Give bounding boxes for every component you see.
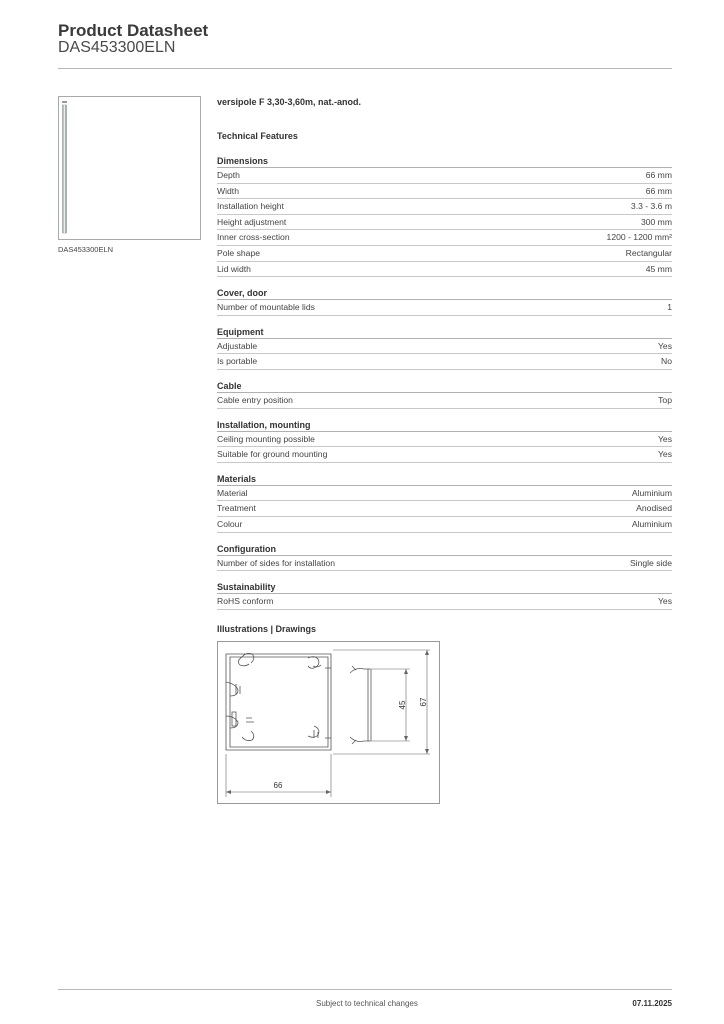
product-code: DAS453300ELN — [58, 39, 176, 56]
product-name: versipole F 3,30-3,60m, nat.-anod. — [217, 97, 362, 107]
spec-value: 1 — [667, 302, 672, 313]
spec-section — [217, 287, 672, 316]
spec-label: Depth — [217, 170, 240, 180]
spec-section — [217, 581, 672, 610]
spec-value: 66 mm — [645, 185, 672, 196]
spec-label: Number of sides for installation — [217, 557, 335, 568]
spec-value: Top — [658, 394, 672, 405]
spec-row — [217, 393, 672, 409]
spec-row — [217, 447, 672, 463]
spec-label: Lid width — [217, 263, 251, 274]
spec-label: RoHS conform — [217, 596, 274, 607]
profile-drawing — [218, 642, 439, 803]
footer-date: 07.11.2025 — [632, 999, 672, 1008]
technical-drawing — [217, 641, 440, 804]
spec-value: Yes — [657, 433, 672, 444]
spec-row — [217, 339, 672, 355]
thumbnail-caption: DAS453300ELN — [58, 245, 114, 254]
spec-label: Adjustable — [217, 340, 258, 351]
spec-row — [217, 594, 672, 610]
dim-height-label: 67 — [419, 697, 428, 707]
illustrations-heading: Illustrations | Drawings — [217, 624, 317, 634]
spec-section — [217, 543, 672, 572]
spec-label: Colour — [217, 518, 243, 529]
page-title: Product Datasheet — [58, 21, 209, 40]
spec-row — [217, 230, 672, 246]
spec-row — [217, 184, 672, 200]
spec-value: Anodised — [636, 503, 672, 514]
spec-value: Yes — [657, 449, 672, 460]
section-title: Sustainability — [217, 581, 672, 594]
spec-label: Width — [217, 185, 239, 196]
spec-row — [217, 168, 672, 184]
spec-section — [217, 380, 672, 409]
section-title: Cable — [217, 380, 672, 393]
spec-row — [217, 517, 672, 533]
section-title: Configuration — [217, 543, 672, 556]
spec-value: 66 mm — [645, 170, 672, 180]
section-title: Installation, mounting — [217, 419, 672, 432]
spec-section — [217, 326, 672, 370]
spec-row — [217, 354, 672, 370]
spec-row — [217, 199, 672, 215]
spec-table — [217, 155, 672, 620]
spec-label: Ceiling mounting possible — [217, 433, 315, 444]
dim-width-label: 66 — [273, 781, 283, 790]
spec-value: Aluminium — [631, 518, 672, 529]
spec-value: Yes — [657, 340, 672, 351]
spec-row — [217, 300, 672, 316]
spec-section — [217, 473, 672, 533]
spec-label: Inner cross-section — [217, 232, 290, 243]
spec-value: 300 mm — [640, 216, 672, 227]
spec-label: Is portable — [217, 356, 258, 367]
section-title: Dimensions — [217, 155, 672, 168]
spec-row — [217, 486, 672, 502]
spec-value: Rectangular — [625, 247, 672, 258]
spec-label: Pole shape — [217, 247, 261, 258]
footer-note: Subject to technical changes — [316, 999, 418, 1008]
spec-value: No — [661, 356, 672, 367]
spec-label: Material — [217, 487, 248, 498]
footer-divider — [58, 989, 672, 990]
spec-row — [217, 215, 672, 231]
section-title: Equipment — [217, 326, 672, 339]
spec-row — [217, 246, 672, 262]
spec-label: Suitable for ground mounting — [217, 449, 328, 460]
spec-section — [217, 155, 672, 277]
spec-row — [217, 432, 672, 448]
spec-label: Installation height — [217, 201, 284, 212]
pole-image — [59, 97, 200, 239]
spec-row — [217, 501, 672, 517]
spec-label: Cable entry position — [217, 394, 293, 405]
spec-value: 1200 - 1200 mm² — [606, 232, 672, 243]
spec-label: Treatment — [217, 503, 256, 514]
spec-label: Height adjustment — [217, 216, 287, 227]
spec-row — [217, 262, 672, 278]
header-divider — [58, 68, 672, 69]
spec-value: 3.3 - 3.6 m — [630, 201, 672, 212]
product-thumbnail — [58, 96, 201, 240]
spec-row — [217, 556, 672, 572]
section-title: Materials — [217, 473, 672, 486]
section-title: Cover, door — [217, 287, 672, 300]
spec-value: 45 mm — [645, 263, 672, 274]
spec-value: Aluminium — [631, 487, 672, 498]
dim-lid-label: 45 — [398, 700, 407, 710]
spec-section — [217, 419, 672, 463]
spec-value: Single side — [629, 557, 672, 568]
spec-label: Number of mountable lids — [217, 302, 315, 313]
technical-features-heading: Technical Features — [217, 131, 298, 141]
spec-value: Yes — [657, 596, 672, 607]
